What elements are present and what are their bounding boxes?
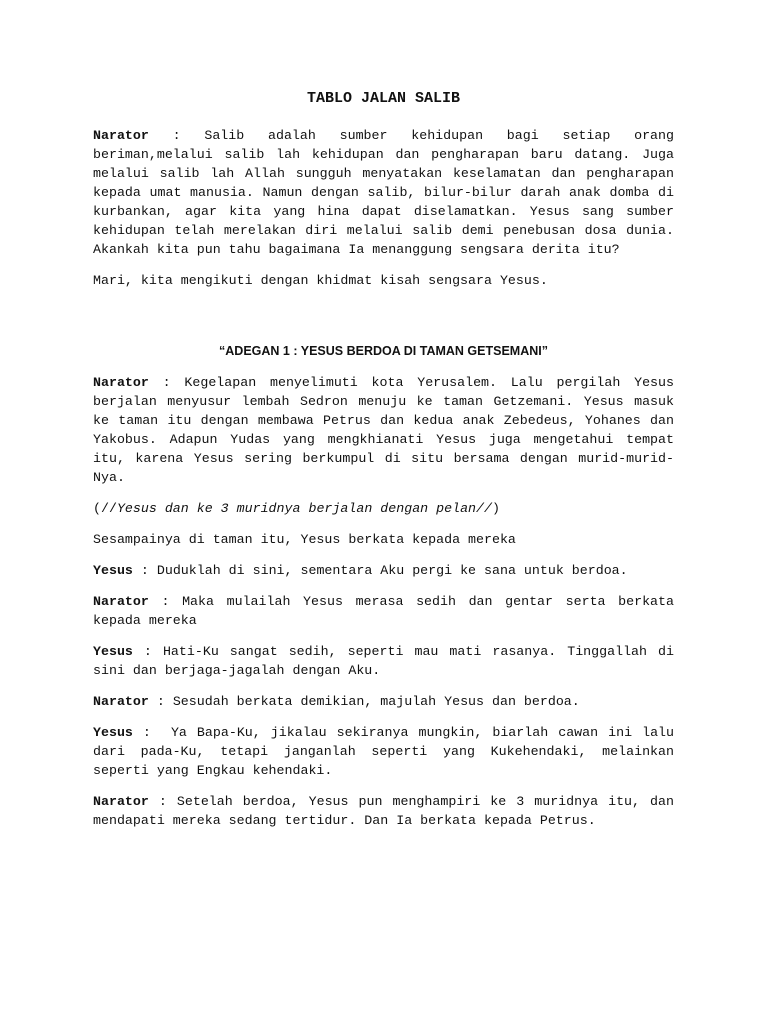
dialogue-line — [93, 792, 674, 830]
direction-text: Yesus dan ke 3 muridnya berjalan dengan pelan// — [116, 501, 492, 516]
speaker-label: Narator — [93, 594, 149, 609]
paragraph-text: Kegelapan menyelimuti kota Yerusalem. Lalu pergilah Yesus berjalan menyusur lembah Sedron menuju ke taman Getzemani. Yesus masuk ke taman itu dengan membawa Petrus dan kedua anak Zebedeus, Yohanes dan Yakobus. Adapun Yudas yang mengkhianati Yesus juga mengetahui tempat itu, karena Yesus sering berkumpul di situ bersama dengan murid-murid-Nya. — [93, 375, 674, 485]
speaker-label: Narator — [93, 128, 149, 143]
speaker-label: Yesus — [93, 563, 133, 578]
speaker-separator: : — [132, 725, 171, 740]
speaker-separator: : — [148, 694, 173, 709]
intro-paragraph — [93, 126, 674, 259]
speaker-separator: : — [148, 594, 183, 609]
speaker-label: Narator — [93, 375, 149, 390]
paragraph-text: Setelah berdoa, Yesus pun menghampiri ke 3 muridnya itu, dan mendapati mereka sedang tertidur. Dan Ia berkata kepada Petrus. — [93, 794, 674, 828]
dialogue-line — [93, 561, 674, 580]
paragraph-text: Salib adalah sumber kehidupan bagi setiap orang beriman,melalui salib lah kehidupan dan pengharapan baru datang. Juga melalui salib lah Allah sungguh menyatakan keselamatan dan pengharapan kepada umat manusia. Namun dengan salib, bilur-bilur darah anak domba di kurbankan, agar kita yang hina dapat diselamatkan. Yesus sang sumber kehidupan telah merelakan diri melalui salib demi penebusan dosa dunia. Akankah kita pun tahu bagaimana Ia menanggung sengsara derita itu? — [93, 128, 674, 257]
direction-close: ) — [492, 501, 500, 516]
stage-direction — [93, 499, 674, 518]
speaker-label: Narator — [93, 694, 149, 709]
speaker-label: Yesus — [93, 644, 133, 659]
paragraph-text: Ya Bapa-Ku, jikalau sekiranya mungkin, biarlah cawan ini lalu dari pada-Ku, tetapi janganlah seperti yang Kukehendaki, melainkan seperti yang Engkau kehendaki. — [93, 725, 675, 778]
invitation-paragraph: Mari, kita mengikuti dengan khidmat kisah sengsara Yesus. — [93, 273, 548, 288]
dialogue-line — [93, 642, 674, 680]
speaker-separator: : — [132, 563, 157, 578]
paragraph-text: Maka mulailah Yesus merasa sedih dan gentar serta berkata kepada mereka — [93, 594, 674, 628]
speaker-label: Yesus — [93, 725, 133, 740]
paragraph-text: Sesudah berkata demikian, majulah Yesus dan berdoa. — [172, 694, 580, 709]
speaker-separator: : — [148, 794, 177, 809]
document-title: TABLO JALAN SALIB — [306, 90, 461, 107]
dialogue-line — [93, 723, 674, 780]
speaker-label: Narator — [93, 794, 149, 809]
dialogue-line — [93, 692, 674, 711]
direction-open: (// — [93, 501, 117, 516]
narration-line: Sesampainya di taman itu, Yesus berkata kepada mereka — [93, 532, 516, 547]
speaker-separator: : — [148, 128, 205, 143]
paragraph-text: Duduklah di sini, sementara Aku pergi ke sana untuk berdoa. — [156, 563, 628, 578]
dialogue-line — [93, 373, 674, 487]
scene-heading: “ADEGAN 1 : YESUS BERDOA DI TAMAN GETSEMANI” — [219, 344, 548, 358]
paragraph-text: Hati-Ku sangat sedih, seperti mau mati rasanya. Tinggallah di sini dan berjaga-jagalah dengan Aku. — [93, 644, 674, 678]
document-content — [93, 88, 674, 842]
speaker-separator: : — [148, 375, 185, 390]
speaker-separator: : — [132, 644, 163, 659]
dialogue-line — [93, 592, 674, 630]
